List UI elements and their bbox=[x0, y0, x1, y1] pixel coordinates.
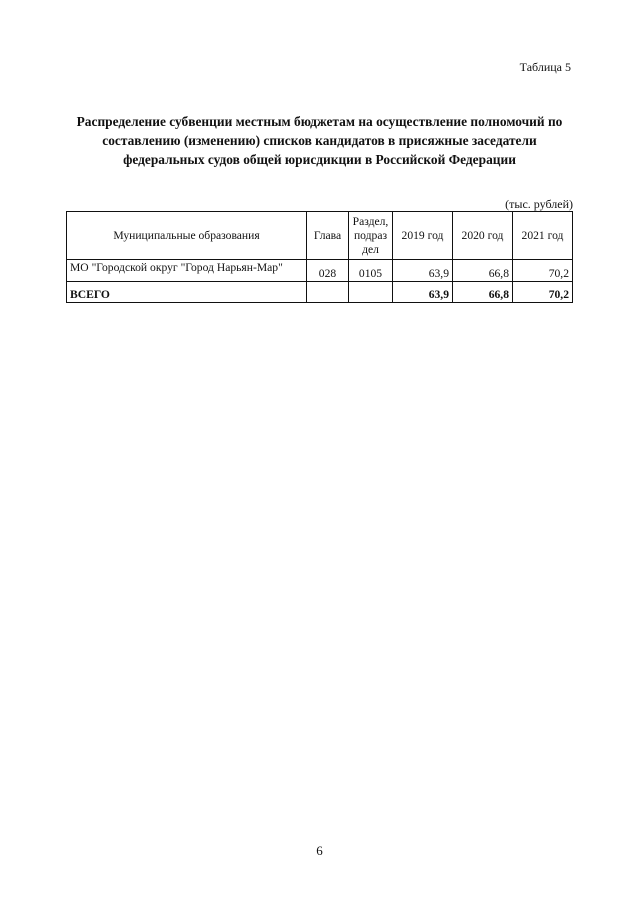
cell-chapter: 028 bbox=[307, 260, 349, 282]
total-section bbox=[349, 282, 393, 303]
total-label: ВСЕГО bbox=[67, 282, 307, 303]
total-year-2020: 66,8 bbox=[453, 282, 513, 303]
title-line: Распределение субвенции местным бюджетам на осуществление полномочий по bbox=[76, 114, 563, 129]
total-year-2021: 70,2 bbox=[513, 282, 573, 303]
total-chapter bbox=[307, 282, 349, 303]
unit-note: (тыс. рублей) bbox=[505, 197, 573, 211]
cell-year-2021: 70,2 bbox=[513, 260, 573, 282]
table-header-row bbox=[67, 212, 573, 260]
header-municipality: Муниципальные образования bbox=[67, 212, 307, 260]
header-year-2021: 2021 год bbox=[513, 212, 573, 260]
document-title bbox=[60, 112, 579, 169]
title-line: федеральных судов общей юрисдикции в Российской Федерации bbox=[123, 152, 516, 167]
header-chapter: Глава bbox=[307, 212, 349, 260]
table-row bbox=[67, 260, 573, 282]
header-year-2019: 2019 год bbox=[393, 212, 453, 260]
cell-year-2019: 63,9 bbox=[393, 260, 453, 282]
table-total-row bbox=[67, 282, 573, 303]
page-number: 6 bbox=[316, 843, 323, 858]
cell-section: 0105 bbox=[349, 260, 393, 282]
subvention-table bbox=[66, 211, 573, 303]
title-line: составлению (изменению) списков кандидатов в присяжные заседатели bbox=[102, 133, 537, 148]
table-number: Таблица 5 bbox=[519, 60, 571, 74]
cell-municipality: МО "Городской округ "Город Нарьян-Мар" bbox=[67, 260, 307, 282]
total-year-2019: 63,9 bbox=[393, 282, 453, 303]
header-section: Раздел, подраз дел bbox=[349, 212, 393, 260]
header-year-2020: 2020 год bbox=[453, 212, 513, 260]
cell-year-2020: 66,8 bbox=[453, 260, 513, 282]
